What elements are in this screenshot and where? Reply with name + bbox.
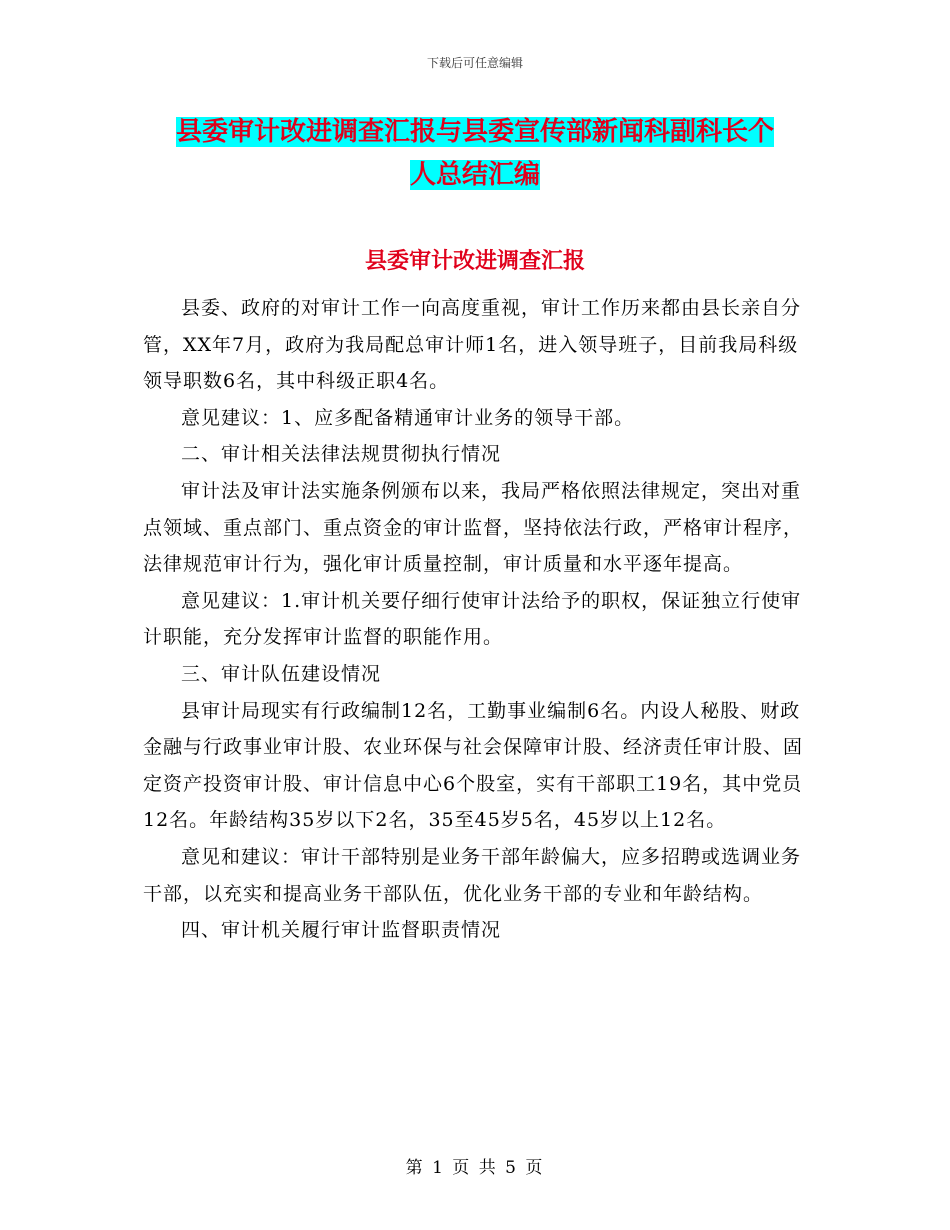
paragraph-heading: 四、审计机关履行审计监督职责情况 (181, 919, 502, 942)
paragraph: 审计法及审计法实施条例颁布以来，我局严格依照法律规定，突出对重点领域、重点部门、重点资金的审计监督，坚持依法行政，严格审计程序，法律规范审计行为，强化审计质量控制，审计质量和水平逐年提高。 (143, 479, 804, 576)
paragraph: 县审计局现实有行政编制12名，工勤事业编制6名。内设人秘股、财政金融与行政事业审计股、农业环保与社会保障审计股、经济责任审计股、固定资产投资审计股、审计信息中心6个股室，实有干部职工19名，其中党员12名。年龄结构35岁以下2名，35至45岁5名，45岁以上12名。 (143, 699, 804, 832)
document-title-line-2 (0, 153, 950, 197)
paragraph: 县委、政府的对审计工作一向高度重视，审计工作历来都由县长亲自分管，XX年7月，政府为我局配总审计师1名，进入领导班子，目前我局科级领导职数6名，其中科级正职4名。 (143, 297, 802, 393)
document-body (143, 290, 813, 949)
paragraph-heading: 三、审计队伍建设情况 (181, 662, 382, 685)
document-title-text-1: 县委审计改进调查汇报与县委宣传部新闻科副科长个 (175, 117, 774, 147)
header-note: 下载后可任意编辑 (426, 56, 523, 70)
section-title: 县委审计改进调查汇报 (364, 249, 585, 274)
paragraph-heading: 二、审计相关法律法规贯彻执行情况 (181, 443, 502, 466)
page-number-footer: 第 1 页 共 5 页 (405, 1158, 545, 1178)
paragraph: 意见建议：1、应多配备精通审计业务的领导干部。 (181, 406, 635, 429)
document-title-text-2: 人总结汇编 (409, 160, 540, 190)
document-title-line-1 (0, 110, 950, 154)
paragraph: 意见建议：1.审计机关要仔细行使审计法给予的职权，保证独立行使审计职能，充分发挥审计监督的职能作用。 (143, 589, 802, 649)
paragraph: 意见和建议：审计干部特别是业务干部年龄偏大，应多招聘或选调业务干部，以充实和提高业务干部队伍，优化业务干部的专业和年龄结构。 (143, 845, 802, 905)
